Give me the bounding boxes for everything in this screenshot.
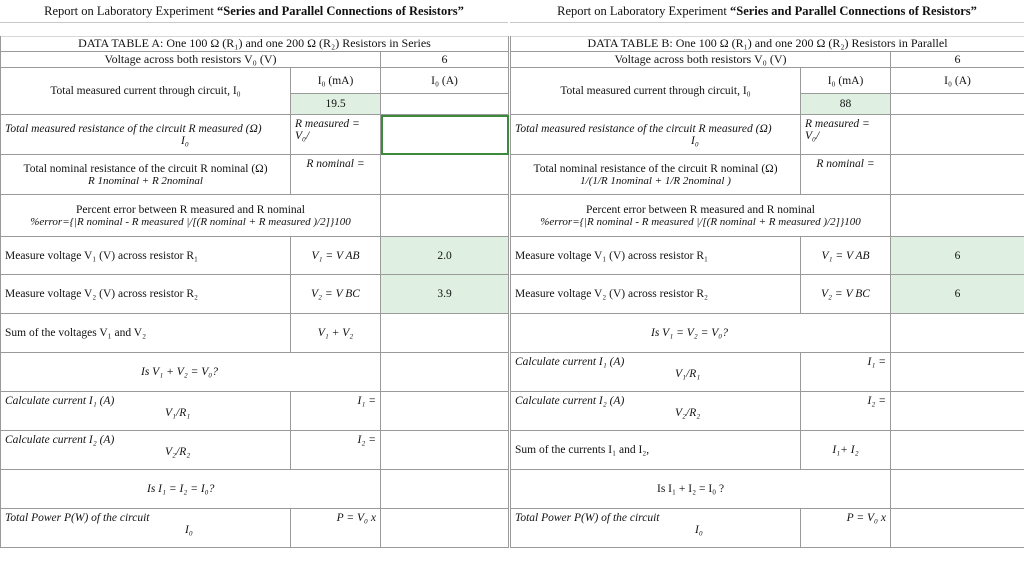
v1-value-cell[interactable]: 6: [891, 237, 1024, 275]
i2-formula-expr: V₂/R₂: [165, 446, 191, 458]
v2-value-cell[interactable]: 3.9: [381, 275, 509, 314]
nom-res-value-cell[interactable]: [381, 155, 509, 195]
power-value-cell[interactable]: [891, 509, 1024, 548]
current-check-value-cell[interactable]: [891, 470, 1024, 509]
v2-formula: V₂ = V BC: [291, 275, 381, 314]
v1-formula: V₁ = V AB: [801, 237, 891, 275]
table-b-title: DATA TABLE B: One 100 Ω (R₁) and one 200 Ω (R₂) Resistors in Parallel: [511, 36, 1024, 52]
sum-voltages-value-cell[interactable]: [381, 314, 509, 353]
meas-res-label-denominator: I₀: [181, 134, 189, 147]
voltage-check-value-cell[interactable]: [381, 353, 509, 392]
current-check-label: Is I₁ + I₂ = I₀ ?: [511, 470, 891, 509]
current-a-value-cell[interactable]: [891, 94, 1024, 115]
pct-error-label: Percent error between R measured and R nominal: [76, 203, 305, 216]
voltage-value-cell[interactable]: 6: [891, 52, 1024, 68]
pct-error-label: Percent error between R measured and R nominal: [586, 203, 815, 216]
power-formula-current: I₀: [185, 524, 193, 536]
nom-res-label-sum: R 1nominal + R 2nominal: [88, 174, 203, 187]
current-label: Total measured current through circuit, I₀: [511, 68, 801, 115]
meas-res-label: Total measured resistance of the circuit R measured (Ω): [515, 122, 772, 135]
i1-value-cell[interactable]: [891, 353, 1024, 392]
i1-label: Calculate current I₁ (A): [515, 356, 625, 368]
nom-res-value-cell[interactable]: [891, 155, 1024, 195]
pct-error-value-cell[interactable]: [381, 195, 509, 237]
nom-res-formula: R nominal =: [291, 155, 381, 195]
nom-res-label: Total nominal resistance of the circuit R nominal (Ω): [533, 162, 778, 175]
data-table-a-pane: [0, 0, 508, 565]
report-title-b: Report on Laboratory Experiment “Series and Parallel Connections of Resistors”: [510, 0, 1024, 23]
current-label: Total measured current through circuit, I₀: [1, 68, 291, 115]
meas-res-label-denominator: I₀: [691, 134, 699, 147]
meas-res-label: Total measured resistance of the circuit R measured (Ω): [5, 122, 262, 135]
power-formula-current: I₀: [695, 524, 703, 536]
nom-res-formula: R nominal =: [801, 155, 891, 195]
power-formula: P = V₀ x: [801, 509, 891, 548]
pct-error-formula: %error={|R nominal - R measured |/[(R nominal + R measured )/2]}100: [540, 215, 861, 228]
i1-formula: I₁ =: [801, 353, 891, 392]
i1-value-cell[interactable]: [381, 392, 509, 431]
voltage-value-cell[interactable]: 6: [381, 52, 509, 68]
sum-currents-value-cell[interactable]: [891, 431, 1024, 470]
power-label: Total Power P(W) of the circuit: [5, 512, 150, 524]
i1-formula-expr: V₁/R₁: [165, 407, 191, 419]
pct-error-formula: %error={|R nominal - R measured |/[(R nominal + R measured )/2]}100: [30, 215, 351, 228]
i2-label: Calculate current I₂ (A): [515, 395, 625, 407]
power-value-cell[interactable]: [381, 509, 509, 548]
i2-label: Calculate current I₂ (A): [5, 434, 115, 446]
i2-formula: I₂ =: [801, 392, 891, 431]
current-ma-header: I₀ (mA): [801, 68, 891, 94]
v2-value-cell[interactable]: 6: [891, 275, 1024, 314]
report-title-a: Report on Laboratory Experiment “Series and Parallel Connections of Resistors”: [0, 0, 508, 23]
i1-formula: I₁ =: [291, 392, 381, 431]
current-ma-header: I₀ (mA): [291, 68, 381, 94]
current-ma-value-cell[interactable]: 88: [801, 94, 891, 115]
v1-label: Measure voltage V₁ (V) across resistor R₁: [511, 237, 801, 275]
sum-voltages-formula: V₁ + V₂: [291, 314, 381, 353]
power-formula: P = V₀ x: [291, 509, 381, 548]
v2-label: Measure voltage V₂ (V) across resistor R₂: [1, 275, 291, 314]
data-table-a: [0, 36, 509, 548]
sum-currents-formula: I₁+ I₂: [801, 431, 891, 470]
voltage-check-label: Is V₁ = V₂ = V₀?: [511, 314, 891, 353]
current-ma-value-cell[interactable]: 19.5: [291, 94, 381, 115]
meas-res-formula: R measured = V₀/: [291, 115, 381, 155]
v2-formula: V₂ = V BC: [801, 275, 891, 314]
i2-value-cell[interactable]: [891, 392, 1024, 431]
current-a-header: I₀ (A): [381, 68, 509, 94]
i1-formula-expr: V₁/R₁: [675, 368, 701, 380]
meas-res-value-cell[interactable]: [381, 115, 509, 155]
table-a-title: DATA TABLE A: One 100 Ω (R₁) and one 200 Ω (R₂) Resistors in Series: [1, 36, 509, 52]
voltage-check-value-cell[interactable]: [891, 314, 1024, 353]
voltage-check-label: Is V₁ + V₂ = V₀?: [1, 353, 381, 392]
current-check-value-cell[interactable]: [381, 470, 509, 509]
i2-formula-expr: V₂/R₂: [675, 407, 701, 419]
sum-currents-label: Sum of the currents I₁ and I₂,: [511, 431, 801, 470]
current-a-value-cell[interactable]: [381, 94, 509, 115]
sum-voltages-label: Sum of the voltages V₁ and V₂: [1, 314, 291, 353]
v1-value-cell[interactable]: 2.0: [381, 237, 509, 275]
current-a-header: I₀ (A): [891, 68, 1024, 94]
data-table-b: [510, 36, 1024, 548]
i1-label: Calculate current I₁ (A): [5, 395, 115, 407]
power-label: Total Power P(W) of the circuit: [515, 512, 660, 524]
meas-res-formula: R measured = V₀/: [801, 115, 891, 155]
data-table-b-pane: [510, 0, 1024, 565]
v2-label: Measure voltage V₂ (V) across resistor R₂: [511, 275, 801, 314]
meas-res-value-cell[interactable]: [891, 115, 1024, 155]
nom-res-label-expr: 1/(1/R 1nominal + 1/R 2nominal ): [580, 174, 731, 187]
v1-formula: V₁ = V AB: [291, 237, 381, 275]
i2-formula: I₂ =: [291, 431, 381, 470]
i2-value-cell[interactable]: [381, 431, 509, 470]
voltage-label: Voltage across both resistors V₀ (V): [511, 52, 891, 68]
current-check-label: Is I₁ = I₂ = I₀?: [1, 470, 381, 509]
v1-label: Measure voltage V₁ (V) across resistor R₁: [1, 237, 291, 275]
nom-res-label: Total nominal resistance of the circuit R nominal (Ω): [23, 162, 268, 175]
pct-error-value-cell[interactable]: [891, 195, 1024, 237]
voltage-label: Voltage across both resistors V₀ (V): [1, 52, 381, 68]
